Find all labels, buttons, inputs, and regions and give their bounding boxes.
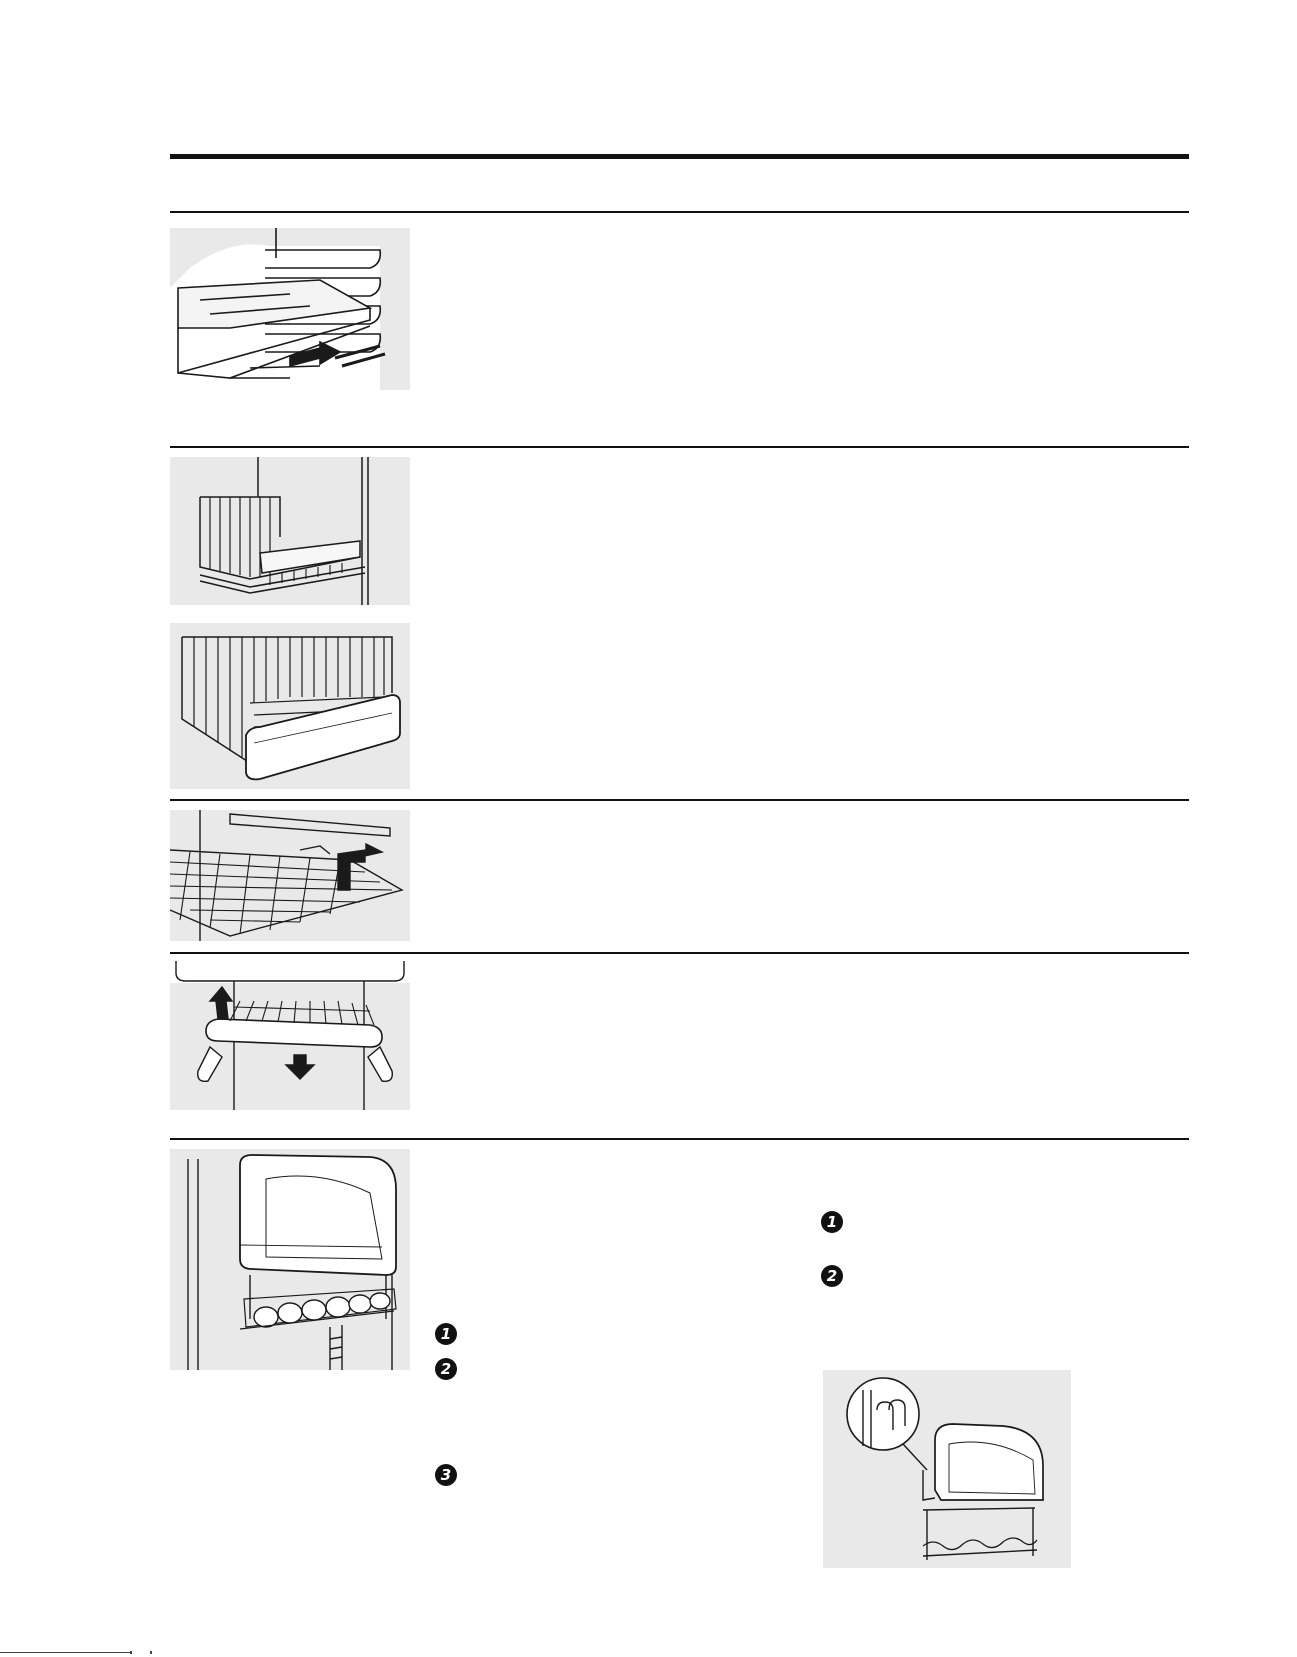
step-badge-2: 2: [821, 1265, 843, 1287]
section-rule-2: [170, 446, 1189, 448]
step-badge-3: 3: [435, 1464, 457, 1486]
door-dispenser-can-rack-illustration: [170, 1149, 410, 1370]
glass-shelf-slide-in-illustration: [170, 228, 410, 390]
door-shelf-tilt-remove-illustration: [170, 961, 410, 1110]
section-rule-1: [170, 211, 1189, 213]
section-rule-4: [170, 952, 1189, 954]
page-edge-mark: [0, 1652, 130, 1653]
step-badge-1: 1: [821, 1211, 843, 1233]
can-rack-detail-illustration: [823, 1370, 1071, 1568]
section-rule-5: [170, 1138, 1189, 1140]
page-edge-tick: [150, 1651, 152, 1654]
wire-basket-drawer-illustration: [170, 623, 410, 789]
step-badge-1: 1: [435, 1323, 457, 1345]
section-rule-3: [170, 799, 1189, 801]
step-badge-2: 2: [435, 1358, 457, 1380]
wire-bin-on-rail-illustration: [170, 457, 410, 605]
header-rule-top: [170, 154, 1189, 159]
page-edge-tick: [130, 1651, 132, 1654]
wire-shelf-lift-out-illustration: [170, 810, 410, 941]
